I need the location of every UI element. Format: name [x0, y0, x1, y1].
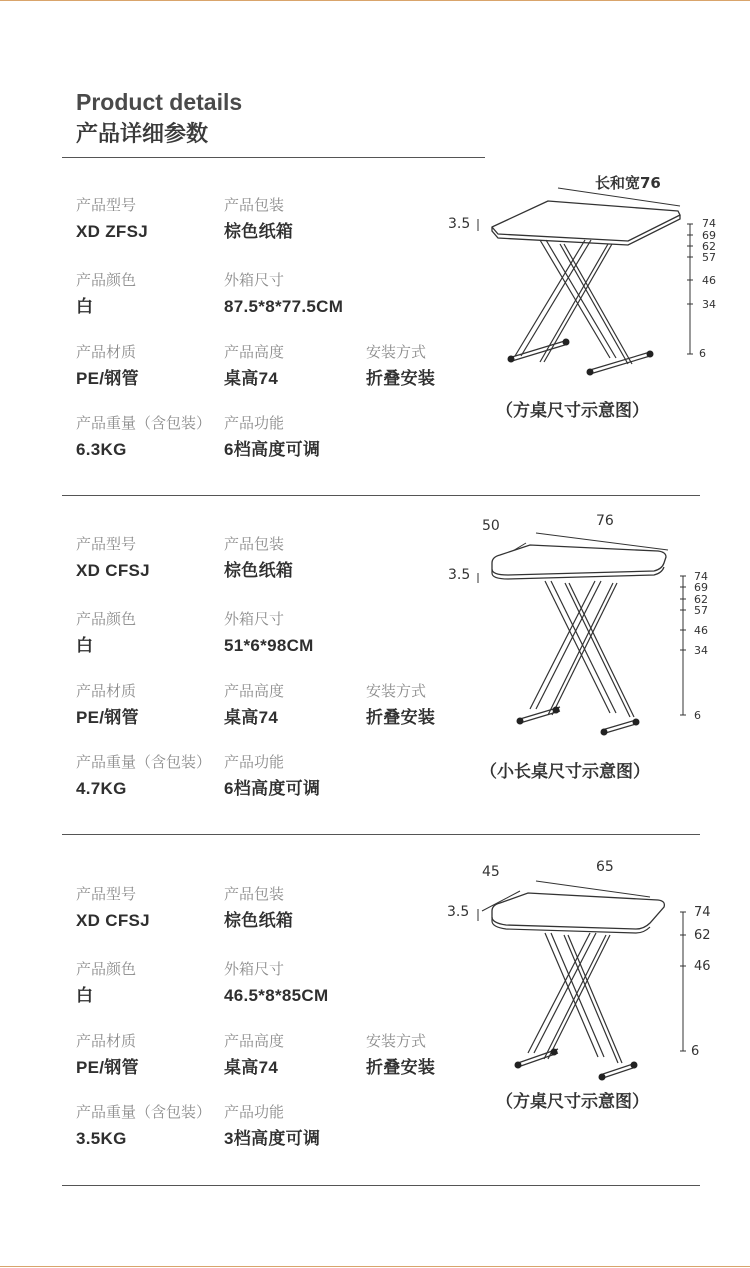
height-label: 74 — [694, 570, 708, 583]
field-label: 产品颜色 — [76, 271, 137, 289]
field-label: 产品重量（含包装） — [76, 1103, 212, 1121]
field-box-size — [224, 610, 314, 657]
field-value: XD CFSJ — [76, 561, 150, 580]
field-value: 6.3KG — [76, 440, 127, 459]
page-title-en: Product details — [76, 89, 243, 115]
product-section — [0, 513, 750, 859]
field-label: 产品型号 — [76, 885, 137, 903]
field-height — [224, 682, 284, 729]
field-model — [76, 535, 150, 582]
field-label: 产品功能 — [224, 414, 285, 432]
field-value: XD CFSJ — [76, 911, 150, 930]
field-value: XD ZFSJ — [76, 222, 149, 241]
page-title-cn: 产品详细参数 — [76, 122, 209, 147]
thickness-label: 3.5 — [447, 904, 470, 920]
field-weight — [76, 414, 211, 461]
field-value: 折叠安装 — [366, 369, 436, 388]
bottom-accent-rule — [0, 1266, 750, 1267]
height-label: 46 — [694, 959, 711, 974]
field-height — [224, 343, 284, 390]
field-value: PE/钢管 — [76, 1058, 139, 1077]
top-accent-rule — [0, 0, 750, 1]
height-label: 62 — [694, 593, 708, 606]
field-color — [76, 960, 136, 1007]
field-value: 白 — [76, 297, 94, 316]
field-value: 白 — [76, 986, 94, 1005]
field-label: 产品功能 — [224, 1103, 285, 1121]
thickness-label: 3.5 — [448, 567, 471, 583]
height-label: 6 — [699, 347, 706, 360]
small-long-table-diagram — [440, 513, 740, 787]
field-value: 4.7KG — [76, 779, 127, 798]
field-label: 外箱尺寸 — [224, 610, 285, 628]
field-package — [224, 885, 293, 932]
square-table-diagram — [440, 859, 740, 1137]
page-header — [76, 88, 242, 152]
divider — [62, 157, 485, 158]
dimension-label: 65 — [596, 859, 614, 875]
height-label: 57 — [702, 251, 716, 264]
field-material — [76, 343, 139, 390]
height-label: 46 — [694, 624, 708, 637]
height-label: 74 — [694, 905, 711, 920]
product-section — [0, 859, 750, 1209]
diagram-caption: （小长桌尺寸示意图） — [480, 762, 650, 782]
field-weight — [76, 1103, 211, 1150]
field-value: 3档高度可调 — [224, 1129, 321, 1148]
field-label: 产品材质 — [76, 343, 137, 361]
field-box-size — [224, 960, 328, 1007]
field-label: 产品包装 — [224, 535, 285, 553]
field-value: 6档高度可调 — [224, 779, 321, 798]
thickness-label: 3.5 — [448, 216, 471, 232]
field-value: 6档高度可调 — [224, 440, 321, 459]
field-value: 3.5KG — [76, 1129, 127, 1148]
field-label: 产品包装 — [224, 885, 285, 903]
field-label: 安装方式 — [366, 682, 427, 700]
field-value: 87.5*8*77.5CM — [224, 297, 344, 316]
field-value: 桌高74 — [224, 369, 279, 388]
height-label: 69 — [694, 581, 708, 594]
field-function — [224, 414, 320, 461]
field-label: 产品包装 — [224, 196, 285, 214]
height-label: 6 — [691, 1044, 700, 1059]
field-color — [76, 610, 136, 657]
field-value: PE/钢管 — [76, 369, 139, 388]
field-label: 产品高度 — [224, 1032, 285, 1050]
field-label: 产品材质 — [76, 682, 137, 700]
field-label: 产品高度 — [224, 343, 285, 361]
height-label: 62 — [694, 928, 711, 943]
field-function — [224, 1103, 320, 1150]
field-material — [76, 1032, 139, 1079]
height-label: 34 — [694, 644, 708, 657]
field-label: 外箱尺寸 — [224, 960, 285, 978]
field-model — [76, 196, 148, 243]
field-value: PE/钢管 — [76, 708, 139, 727]
field-label: 产品功能 — [224, 753, 285, 771]
field-weight — [76, 753, 211, 800]
dimension-label: 长和宽76 — [595, 174, 661, 192]
field-label: 产品高度 — [224, 682, 285, 700]
field-value: 51*6*98CM — [224, 636, 314, 655]
diagram-caption: （方桌尺寸示意图） — [496, 1092, 649, 1112]
field-label: 产品重量（含包装） — [76, 414, 212, 432]
field-height — [224, 1032, 284, 1079]
field-value: 桌高74 — [224, 708, 279, 727]
square-table-diagram — [440, 174, 740, 448]
dimension-label: 76 — [596, 513, 614, 529]
field-value: 棕色纸箱 — [224, 222, 294, 241]
field-material — [76, 682, 139, 729]
field-color — [76, 271, 136, 318]
field-value: 棕色纸箱 — [224, 911, 294, 930]
field-label: 产品材质 — [76, 1032, 137, 1050]
diagram-caption: （方桌尺寸示意图） — [496, 401, 649, 421]
field-install — [366, 1032, 435, 1079]
height-label: 34 — [702, 298, 716, 311]
height-label: 69 — [702, 229, 716, 242]
field-value: 桌高74 — [224, 1058, 279, 1077]
field-model — [76, 885, 150, 932]
field-package — [224, 535, 293, 582]
height-label: 74 — [702, 217, 716, 230]
field-label: 产品颜色 — [76, 960, 137, 978]
field-function — [224, 753, 320, 800]
height-label: 6 — [694, 709, 701, 722]
field-value: 白 — [76, 636, 94, 655]
field-label: 安装方式 — [366, 343, 427, 361]
height-label: 62 — [702, 240, 716, 253]
dimension-label: 50 — [482, 518, 500, 534]
field-box-size — [224, 271, 343, 318]
product-section — [0, 174, 750, 520]
field-label: 安装方式 — [366, 1032, 427, 1050]
field-label: 外箱尺寸 — [224, 271, 285, 289]
field-label: 产品重量（含包装） — [76, 753, 212, 771]
field-package — [224, 196, 293, 243]
field-label: 产品型号 — [76, 196, 137, 214]
field-value: 折叠安装 — [366, 1058, 436, 1077]
field-install — [366, 682, 435, 729]
field-value: 折叠安装 — [366, 708, 436, 727]
field-label: 产品颜色 — [76, 610, 137, 628]
field-label: 产品型号 — [76, 535, 137, 553]
field-value: 46.5*8*85CM — [224, 986, 329, 1005]
dimension-label: 45 — [482, 864, 500, 880]
field-install — [366, 343, 435, 390]
height-label: 57 — [694, 604, 708, 617]
height-label: 46 — [702, 274, 716, 287]
field-value: 棕色纸箱 — [224, 561, 294, 580]
